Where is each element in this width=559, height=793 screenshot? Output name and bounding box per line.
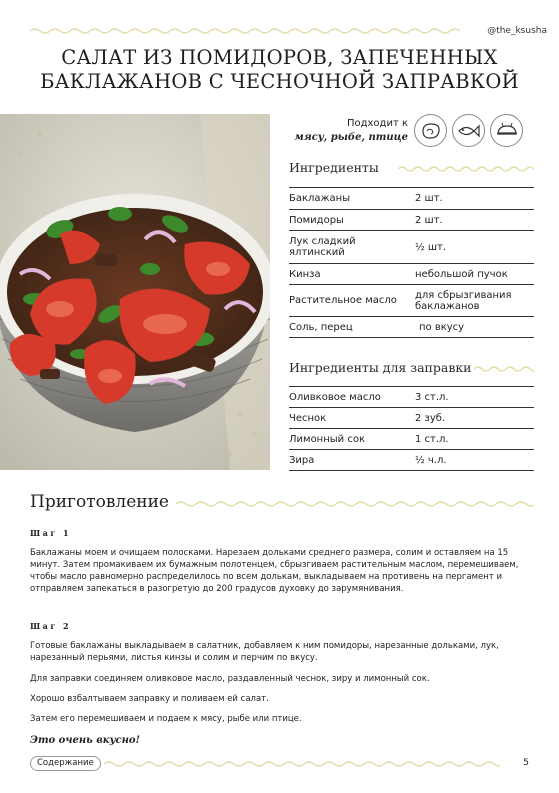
- ingredients-table: [289, 187, 534, 338]
- table-row: [289, 317, 534, 338]
- table-row: [289, 210, 534, 231]
- table-row: [289, 231, 534, 264]
- ingredient-qty: небольшой пучок: [415, 268, 508, 280]
- ingredient-qty: 2 шт.: [415, 214, 443, 226]
- table-row: [289, 264, 534, 285]
- dressing-table: [289, 386, 534, 471]
- author-handle: @the_ksusha: [487, 26, 547, 36]
- dressing-name: Чеснок: [289, 412, 327, 424]
- step-2-paragraph-3: Хорошо взбалтываем заправку и поливаем ей салат.: [30, 694, 269, 704]
- table-row: [289, 450, 534, 471]
- ingredient-name: Баклажаны: [289, 193, 351, 204]
- step-2-label: Шаг 2: [30, 621, 72, 631]
- dressing-qty: ½ ч.л.: [415, 454, 447, 466]
- table-row: [289, 188, 534, 210]
- suits-icons: [414, 114, 523, 147]
- table-row: [289, 429, 534, 450]
- ingredients-heading: Ингредиенты: [289, 160, 379, 175]
- dressing-name: Лимонный сок: [289, 433, 365, 445]
- fish-icon: [452, 114, 485, 147]
- step-2-paragraph-1: Готовые баклажаны выкладываем в салатник, добавляем к ним помидоры, нарезанные дольками, лук, нарезанный перьями, листья кинзы и солим и перчим по вкусу.: [30, 641, 499, 663]
- footer-wave-decoration: [104, 759, 500, 769]
- ingredient-name: Соль, перец: [289, 321, 353, 333]
- ingredient-name: Помидоры: [289, 214, 344, 226]
- ingredient-name: Лук сладкий ялтинский: [289, 236, 356, 258]
- table-row: [289, 408, 534, 429]
- suits-block: [288, 118, 408, 143]
- ingredient-name: Растительное масло: [289, 295, 397, 306]
- suits-items: мясу, рыбе, птице: [294, 132, 408, 143]
- dressing-heading-wave: [474, 365, 534, 373]
- ingredient-qty: ½ шт.: [415, 241, 447, 253]
- dressing-qty: 1 ст.л.: [415, 433, 449, 445]
- dressing-name: Оливковое масло: [289, 391, 381, 403]
- ingredient-qty: 2 шт.: [415, 193, 443, 204]
- step-1-label: Шаг 1: [30, 528, 72, 538]
- table-row: [289, 387, 534, 408]
- step-1-text: Баклажаны моем и очищаем полосками. Нарезаем дольками среднего размера, солим и оставляем на 15 минут. Затем промакиваем их бумажным полотенцем, сбрызгиваем растительным маслом, перемешиваем, чтобы масло равномерно распределилось по всем долькам, выкладываем на противень на пергамент и отправляем запекаться в разогретую до 200 градусов духовку до зарумянивания.: [30, 548, 519, 594]
- page-number: 5: [523, 758, 529, 768]
- title-line-2: БАКЛАЖАНОВ С ЧЕСНОЧНОЙ ЗАПРАВКОЙ: [40, 70, 519, 93]
- dressing-qty: 2 зуб.: [415, 412, 446, 424]
- steak-icon: [414, 114, 447, 147]
- step-2-paragraph-2: Для заправки соединяем оливковое масло, раздавленный чеснок, зиру и лимонный сок.: [30, 674, 430, 684]
- salad-photo: [0, 114, 270, 470]
- dressing-qty: 3 ст.л.: [415, 391, 449, 403]
- ingredient-qty: для сбрызгивания баклажанов: [415, 289, 512, 312]
- final-note: Это очень вкусно!: [30, 735, 140, 746]
- suits-label: Подходит к: [346, 118, 408, 129]
- table-row: [289, 285, 534, 317]
- ingredient-name: Кинза: [289, 268, 321, 280]
- dressing-heading: Ингредиенты для заправки: [289, 360, 472, 375]
- ingredient-qty: по вкусу: [419, 321, 465, 333]
- chicken-icon: [490, 114, 523, 147]
- step-2-paragraph-4: Затем его перемешиваем и подаем к мясу, рыбе или птице.: [30, 714, 302, 724]
- contents-link[interactable]: Содержание: [30, 756, 101, 771]
- dressing-name: Зира: [289, 454, 315, 466]
- recipe-title: [0, 46, 559, 94]
- title-line-1: САЛАТ ИЗ ПОМИДОРОВ, ЗАПЕЧЕННЫХ: [61, 46, 498, 69]
- preparation-heading: Приготовление: [30, 492, 169, 512]
- ingredients-heading-wave: [398, 165, 534, 173]
- top-wave-decoration: [30, 26, 460, 36]
- preparation-heading-wave: [176, 499, 534, 509]
